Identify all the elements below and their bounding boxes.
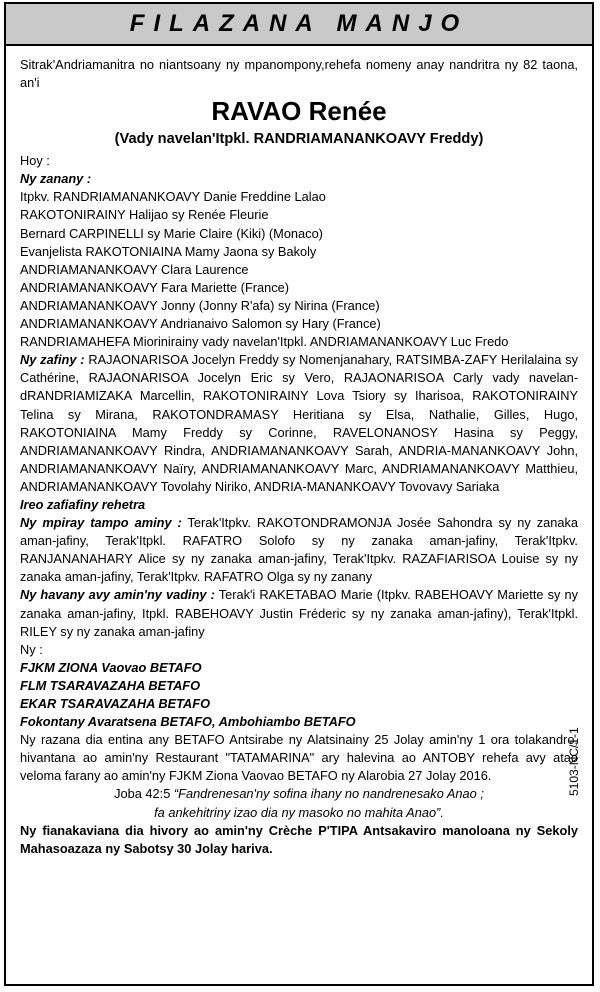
child-item: Bernard CARPINELLI sy Marie Claire (Kiki) (Monaco) [20, 225, 323, 241]
siblings-paragraph [20, 514, 578, 586]
church-item: Fokontany Avaratsena BETAFO, Ambohiambo BETAFO [20, 714, 356, 730]
funeral-announcement: Ny razana dia entina any BETAFO Antsirabe ny Alatsinainy 25 Jolay amin'ny 1 ora tolakandro, hivantana ao amin'ny Restaurant "TATAMARINA" ary halevina ao ANTOBY rehefa avy atao veloma farany ao amin'ny FJKM Ziona Vaovao BETAFO ny Alarobia 27 Jolay 2016. [20, 732, 578, 784]
child-item: ANDRIAMANANKOAVY Clara Laurence [20, 261, 249, 277]
church-item: FLM TSARAVAZAHA BETAFO [20, 677, 201, 693]
child-item: ANDRIAMANANKOAVY Fara Mariette (France) [20, 279, 290, 295]
intro-text: Sitrak'Andriamanitra no niantsoany ny mpanompony,rehefa nomeny anay nandritra ny 82 taona, an'i [20, 57, 578, 91]
family-label: Ireo zafiafiny rehetra [20, 496, 146, 512]
church-item: FJKM ZIONA Vaovao BETAFO [20, 659, 202, 675]
church-item: EKAR TSARAVAZAHA BETAFO [20, 696, 211, 711]
hoy-label: Hoy : [20, 153, 50, 169]
grandchildren-label: Ny zafiny : [20, 352, 85, 368]
bible-verse-line2: fa ankehitriny izao dia ny masoko no mahita Anao”. [154, 804, 444, 820]
inlaws-text: Terak'i RAKETABAO Marie (Itpkv. RABEHOAVY Mariette sy ny zanaka aman-jafiny, Itpkl. RABEHOAVY Justin Fréderic sy ny zanaka aman-jafiny), Terak'Itpkl. RILEY sy ny zanaka aman-jafiny [20, 587, 578, 639]
inlaws-label: Ny havany avy amin'ny vadiny : [20, 587, 215, 603]
child-item: RAKOTONIRAINY Halijao sy Renée Fleurie [20, 207, 269, 223]
notice-header [6, 4, 592, 46]
inlaws-paragraph [20, 586, 578, 640]
ny-label: Ny : [20, 641, 43, 657]
side-code-wrapper [567, 716, 583, 796]
notice-title: FILAZANA MANJO [129, 10, 469, 37]
bible-verse-text1: “Fandrenesan'ny sofina ihany no nandrenesako Anao ; [173, 786, 484, 802]
closing-text: Ny fianakaviana dia hivory ao amin'ny Crèche P'TIPA Antsakaviro manoloana ny Sekoly Mahasoazaza ny Sabotsy 30 Jolay hariva. [20, 822, 578, 856]
siblings-text: Terak'Itpkv. RAKOTONDRAMONJA Josée Sahondra sy ny zanaka aman-jafiny, Terak'Itpkl. RAFATRO Solofo sy ny zanaka aman-jafiny, Terak'Itpkv. RANJANANAHARY Alice sy ny zanaka aman-jafiny, Terak'Itpkv. RAZAFIARISOA Louise sy ny zanaka aman-jafiny, Terak'Itpkv. RAFATRO Olga sy ny zanany [20, 515, 578, 585]
bible-verse-line1 [20, 785, 578, 803]
child-item: ANDRIAMANANKOAVY Jonny (Jonny R'afa) sy Nirina (France) [20, 297, 380, 313]
grandchildren-paragraph [20, 351, 578, 496]
children-label: Ny zanany : [20, 171, 92, 187]
side-code: 5103-NC/1-1 [567, 727, 581, 796]
deceased-name: RAVAO Renée [211, 96, 387, 127]
child-item: Itpkv. RANDRIAMANANKOAVY Danie Freddine Lalao [20, 189, 326, 205]
child-item: Evanjelista RAKOTONIAINA Mamy Jaona sy Bakoly [20, 243, 317, 259]
grandchildren-text: RAJAONARISOA Jocelyn Freddy sy Nomenjanahary, RATSIMBA-ZAFY Herilalaina sy Cathérine, RAJAONARISOA Jocelyn Eric sy Vero, RAJAONARISOA Carly vady navelan-dRANDRIAMIZAKA Marcellin, RAKOTONIRAINY Lova Tsiory sy Iharisoa, RAKOTONIRAINY Telina sy Mirana, RAKOTONDRAMASY Heritiana sy Elsa, Nathalie, Gilles, Hugo, RAKOTONIAINA Mamy Freddy sy Corinne, RAVELONANOSY Hasina sy Peggy, ANDRIAMANANKOAVY Rindra, ANDRIAMANANKOAVY Sarah, ANDRIA-MANANKOAVY John, ANDRIAMANANKOAVY Naïry, ANDRIAMANANKOAVY Marc, ANDRIAMANANKOAVY Matthieu, ANDRIAMANANKOAVY Tovolahy Niriko, ANDRIA-MANANKOAVY Tovovavy Sariaka [20, 352, 578, 494]
child-item: ANDRIAMANANKOAVY Andrianaivo Salomon sy Hary (France) [20, 316, 381, 332]
notice-body [6, 46, 592, 858]
deceased-subtitle: (Vady navelan'Itpkl. RANDRIAMANANKOAVY Freddy) [114, 131, 484, 148]
siblings-label: Ny mpiray tampo aminy : [20, 515, 182, 531]
notice-frame [4, 2, 594, 986]
bible-verse-ref: Joba 42:5 [114, 786, 171, 802]
child-item: RANDRIAMAHEFA Miorinirainy vady navelan'Itpkl. ANDRIAMANANKOAVY Luc Fredo [20, 334, 509, 350]
